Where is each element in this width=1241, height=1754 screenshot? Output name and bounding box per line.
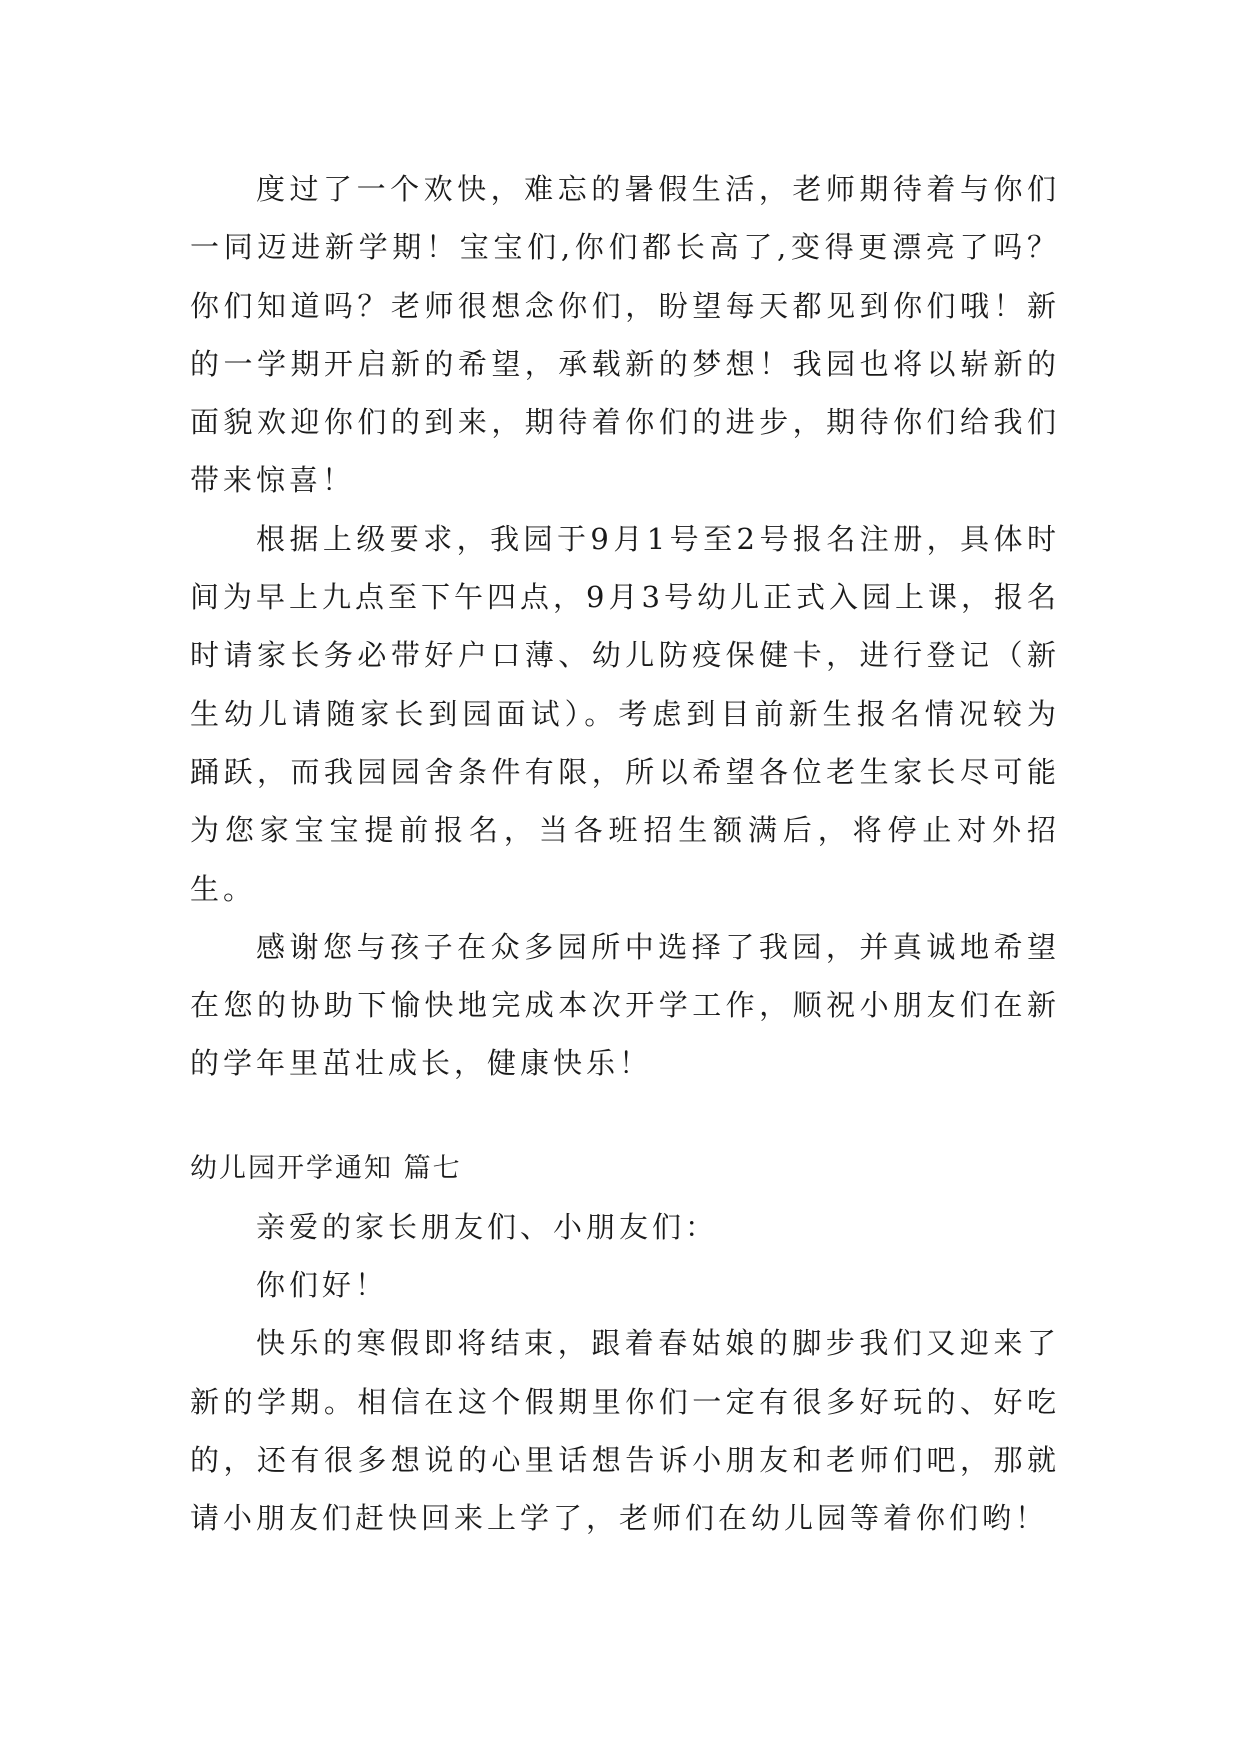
paragraph-registration: 根据上级要求，我园于9月1号至2号报名注册，具体时间为早上九点至下午四点，9月3号幼儿正式入园上课，报名时请家长务必带好户口薄、幼儿防疫保健卡，进行登记（新生幼儿请随家长到园面试）。考虑到目前新生报名情况较为踊跃，而我园园舍条件有限，所以希望各位老生家长尽可能为您家宝宝提前报名，当各班招生额满后，将停止对外招生。 bbox=[190, 521, 1060, 906]
document-body bbox=[190, 160, 1060, 1548]
paragraph-winter-break: 快乐的寒假即将结束，跟着春姑娘的脚步我们又迎来了新的学期。相信在这个假期里你们一定有很多好玩的、好吃的，还有很多想说的心里话想告诉小朋友和老师们吧，那就请小朋友们赶快回来上学了，老师们在幼儿园等着你们哟！ bbox=[190, 1326, 1060, 1536]
section-heading: 幼儿园开学通知 篇七 bbox=[190, 1152, 462, 1184]
paragraph-greeting: 你们好！ bbox=[256, 1268, 389, 1303]
paragraph-welcome: 度过了一个欢快，难忘的暑假生活，老师期待着与你们一同迈进新学期！宝宝们,你们都长高了,变得更漂亮了吗？你们知道吗？老师很想念你们，盼望每天都见到你们哦！新的一学期开启新的希望，承载新的梦想！我园也将以崭新的面貌欢迎你们的到来，期待着你们的进步，期待你们给我们带来惊喜！ bbox=[190, 172, 1060, 498]
paragraph-thanks: 感谢您与孩子在众多园所中选择了我园，并真诚地希望在您的协助下愉快地完成本次开学工作，顺祝小朋友们在新的学年里茁壮成长，健康快乐！ bbox=[190, 929, 1060, 1081]
paragraph-salutation: 亲爱的家长朋友们、小朋友们： bbox=[256, 1209, 719, 1244]
